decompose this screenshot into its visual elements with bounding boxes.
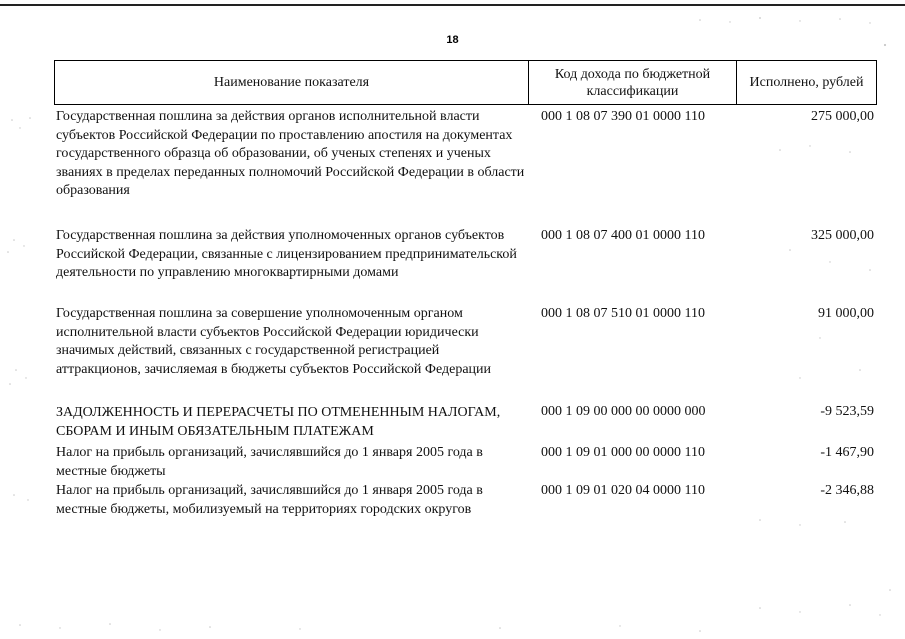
column-header-code: Код дохода по бюджетной классификации — [529, 61, 737, 104]
row-name: Налог на прибыль организаций, зачислявшийся до 1 января 2005 года в местные бюджеты — [56, 445, 483, 479]
row-amount: 91 000,00 — [818, 306, 874, 321]
row-name: Государственная пошлина за совершение уполномоченным органом исполнительной власти субъектов Российской Федерации юридически значимых действий, связанных с государственной регистрацией аттракционов, зачисляемая в бюджеты субъектов Российской Федерации — [56, 306, 492, 377]
row-name: Государственная пошлина за действия уполномоченных органов субъектов Российской Федерации, связанные с лицензированием предпринимательской деятельности по управлению многоквартирными домами — [56, 228, 517, 280]
row-code: 000 1 08 07 510 01 0000 110 — [541, 306, 705, 321]
column-header-name: Наименование показателя — [55, 61, 529, 104]
row-name: ЗАДОЛЖЕННОСТЬ И ПЕРЕРАСЧЕТЫ ПО ОТМЕНЕННЫМ НАЛОГАМ, СБОРАМ И ИНЫМ ОБЯЗАТЕЛЬНЫМ ПЛАТЕЖАМ — [56, 405, 501, 439]
row-name: Государственная пошлина за действия органов исполнительной власти субъектов Российской Федерации по проставлению апостиля на документах государственного образца об образовании, об ученых степенях и ученых званиях в пределах переданных полномочий Российской Федерации в области образования — [56, 109, 525, 198]
column-header-amount: Исполнено, рублей — [749, 75, 864, 90]
row-amount: -9 523,59 — [820, 404, 874, 419]
row-name: Налог на прибыль организаций, зачислявшийся до 1 января 2005 года в местные бюджеты, мобилизуемый на территориях городских округов — [56, 483, 483, 517]
row-code: 000 1 09 01 020 04 0000 110 — [541, 483, 705, 498]
page-top-border — [0, 4, 905, 6]
table-header — [54, 60, 877, 105]
row-code: 000 1 09 00 000 00 0000 000 — [541, 404, 706, 419]
row-code: 000 1 08 07 390 01 0000 110 — [541, 109, 705, 124]
row-amount: 325 000,00 — [811, 228, 874, 243]
row-amount: 275 000,00 — [811, 109, 874, 124]
page-number: 18 — [446, 34, 459, 46]
row-code: 000 1 08 07 400 01 0000 110 — [541, 228, 705, 243]
row-code: 000 1 09 01 000 00 0000 110 — [541, 445, 705, 460]
row-amount: -1 467,90 — [820, 445, 874, 460]
row-amount: -2 346,88 — [820, 483, 874, 498]
